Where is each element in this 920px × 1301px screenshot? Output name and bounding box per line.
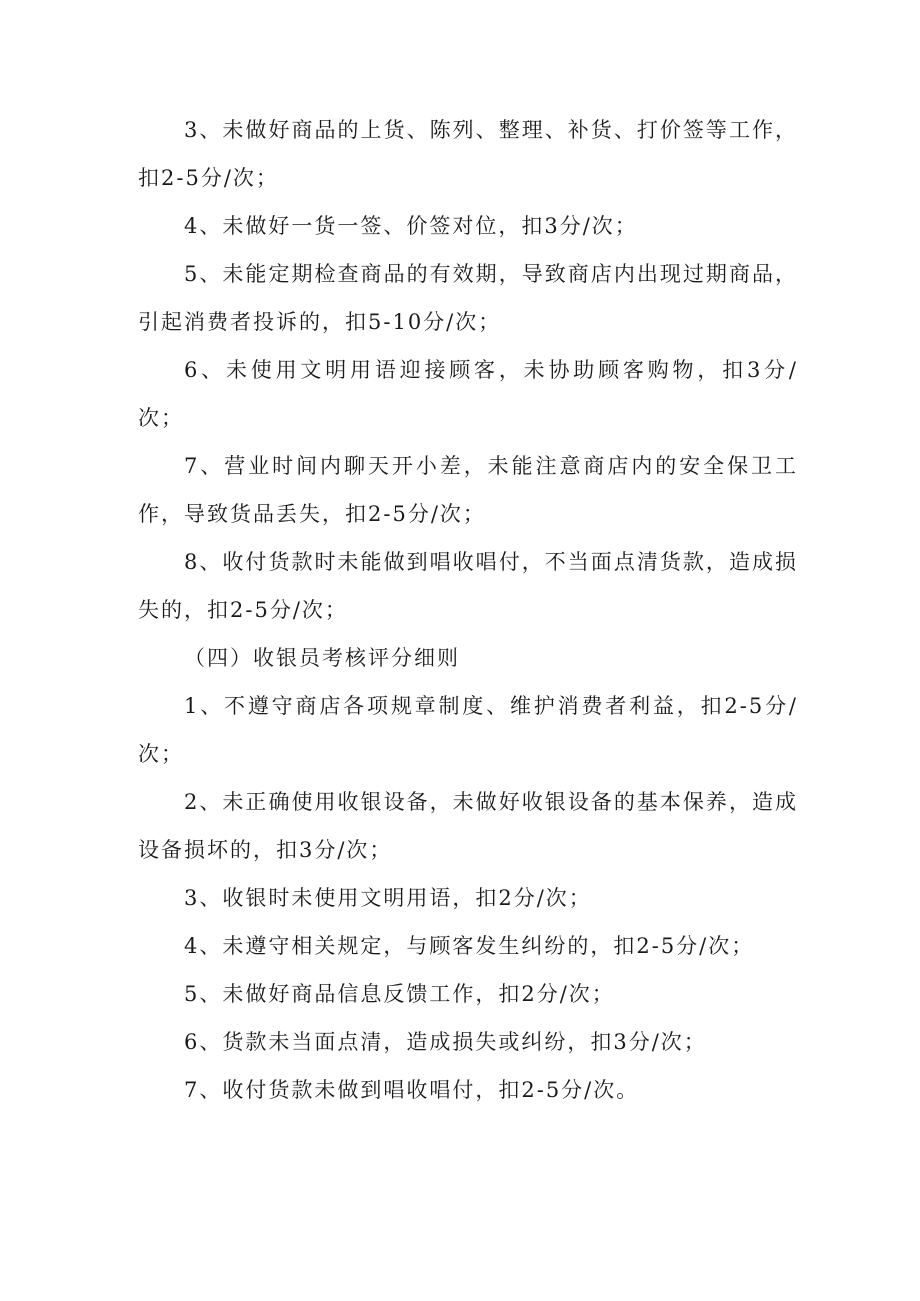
cashier-rule-3: 3、收银时未使用文明用语，扣2分/次； — [184, 886, 592, 910]
rule-item-3: 3、未做好商品的上货、陈列、整理、补货、打价签等工作，扣2-5分/次； — [138, 118, 798, 190]
cashier-rule-4: 4、未遵守相关规定，与顾客发生纠纷的，扣2-5分/次； — [184, 934, 755, 958]
rule-item-6: 6、未使用文明用语迎接顾客，未协助顾客购物，扣3分/次； — [138, 358, 798, 430]
section-heading-cashier: （四）收银员考核评分细则 — [184, 646, 460, 670]
document-page — [138, 106, 798, 1114]
cashier-rule-7: 7、收付货款未做到唱收唱付，扣2-5分/次。 — [184, 1078, 640, 1102]
cashier-rule-1: 1、不遵守商店各项规章制度、维护消费者利益，扣2-5分/次； — [138, 694, 798, 766]
rule-item-5: 5、未能定期检查商品的有效期，导致商店内出现过期商品，引起消费者投诉的，扣5-10分/次； — [138, 262, 798, 334]
rule-item-8: 8、收付货款时未能做到唱收唱付，不当面点清货款，造成损失的，扣2-5分/次； — [138, 550, 798, 622]
cashier-rule-2: 2、未正确使用收银设备，未做好收银设备的基本保养，造成设备损坏的，扣3分/次； — [138, 790, 798, 862]
cashier-rule-5: 5、未做好商品信息反馈工作，扣2分/次； — [184, 982, 615, 1006]
rule-item-4: 4、未做好一货一签、价签对位，扣3分/次； — [184, 214, 638, 238]
rule-item-7: 7、营业时间内聊天开小差，未能注意商店内的安全保卫工作，导致货品丢失，扣2-5分/次； — [138, 454, 798, 526]
cashier-rule-6: 6、货款未当面点清，造成损失或纠纷，扣3分/次； — [184, 1030, 707, 1054]
